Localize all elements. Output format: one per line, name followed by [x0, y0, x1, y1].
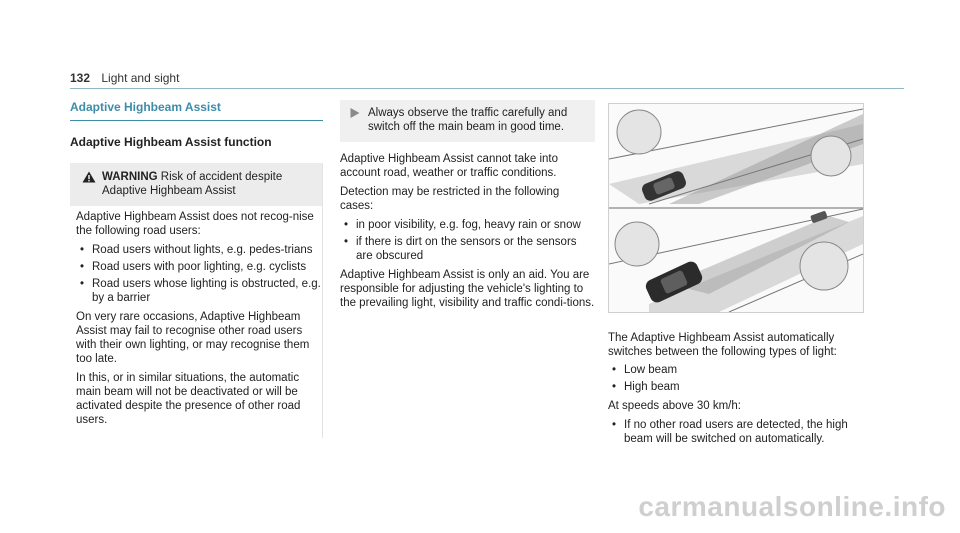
- body-paragraph: Detection may be restricted in the following cases:: [340, 186, 560, 212]
- list-item: • Low beam: [608, 363, 866, 377]
- speed-list: [608, 418, 866, 446]
- list-item: • High beam: [608, 380, 866, 394]
- list-item: • in poor visibility, e.g. fog, heavy rain or snow: [340, 218, 595, 232]
- warning-paragraph: In this, or in similar situations, the automatic main beam will not be deactivated or will be activated despite the presence of other road users.: [76, 372, 301, 426]
- list-item: • if there is dirt on the sensors or the sensors are obscured: [340, 235, 595, 263]
- section-divider: [70, 120, 323, 121]
- chapter-title: Light and sight: [101, 71, 180, 85]
- warning-intro: Adaptive Highbeam Assist does not recog-nise the following road users:: [76, 211, 314, 237]
- highbeam-illustration: [608, 103, 864, 313]
- note-text: Always observe the traffic carefully and switch off the main beam in good time.: [368, 107, 568, 133]
- arrow-right-icon: [350, 108, 360, 118]
- warning-list: [76, 243, 322, 305]
- left-column: [70, 100, 323, 438]
- conditions-list: [340, 218, 595, 263]
- warning-heading: Risk of accident despite Adaptive Highbeam Assist: [102, 171, 283, 197]
- section-title: Adaptive Highbeam Assist: [70, 100, 221, 114]
- middle-column: [340, 100, 595, 310]
- warning-box: [70, 163, 323, 438]
- speed-paragraph: At speeds above 30 km/h:: [608, 400, 741, 412]
- body-paragraph: Adaptive Highbeam Assist is only an aid. You are responsible for adjusting the vehicle's lighting to the prevailing light, visibility and traffic condi-tions.: [340, 269, 595, 309]
- right-column: [608, 103, 866, 451]
- figure-caption: The Adaptive Highbeam Assist automatically switches between the following types of light:: [608, 332, 837, 358]
- watermark: carmanualsonline.info: [638, 491, 946, 522]
- list-item: • Road users with poor lighting, e.g. cyclists: [76, 260, 322, 274]
- list-item: • Road users whose lighting is obstructed, e.g. by a barrier: [76, 277, 322, 305]
- note-box: [340, 100, 595, 142]
- page-header: [70, 71, 179, 85]
- header-divider: [70, 88, 904, 89]
- warning-label: WARNING: [102, 171, 158, 183]
- subsection-title: Adaptive Highbeam Assist function: [70, 135, 272, 149]
- warning-triangle-icon: [82, 171, 96, 183]
- warning-body: [70, 206, 322, 438]
- body-paragraph: Adaptive Highbeam Assist cannot take into account road, weather or traffic conditions.: [340, 153, 558, 179]
- warning-header: [70, 163, 322, 206]
- list-item: • If no other road users are detected, the high beam will be switched on automatically.: [608, 418, 866, 446]
- page-number: 132: [70, 71, 91, 85]
- warning-paragraph: On very rare occasions, Adaptive Highbeam Assist may fail to recognise other road users with their own lighting, or may recognise them too late.: [76, 311, 310, 365]
- list-item: • Road users without lights, e.g. pedes-trians: [76, 243, 322, 257]
- light-types-list: [608, 363, 866, 394]
